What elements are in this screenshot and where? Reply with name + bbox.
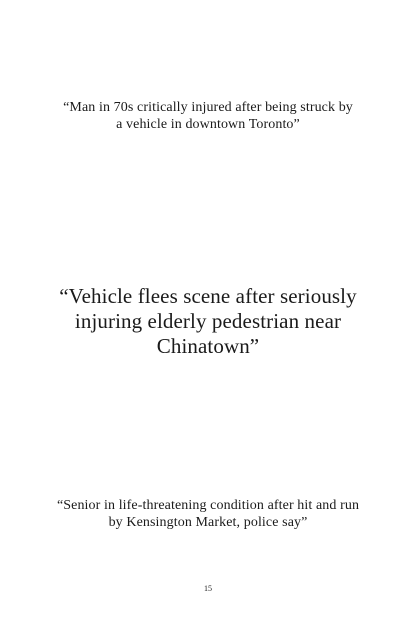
page-number: 15 xyxy=(204,584,212,593)
quote-line: “Man in 70s critically injured after being struck by xyxy=(63,100,353,115)
quote-line: a vehicle in downtown Toronto” xyxy=(116,117,300,132)
headline-quote-2 xyxy=(0,284,416,359)
quote-line: Chinatown” xyxy=(156,334,260,358)
headline-quote-1 xyxy=(0,99,416,133)
quote-line: by Kensington Market, police say” xyxy=(108,515,308,530)
headline-quote-3 xyxy=(0,497,416,531)
quote-line: “Senior in life-threatening condition after hit and run xyxy=(56,498,360,513)
quote-line: “Vehicle flees scene after seriously xyxy=(59,284,357,308)
quote-line: injuring elderly pedestrian near xyxy=(74,309,342,333)
